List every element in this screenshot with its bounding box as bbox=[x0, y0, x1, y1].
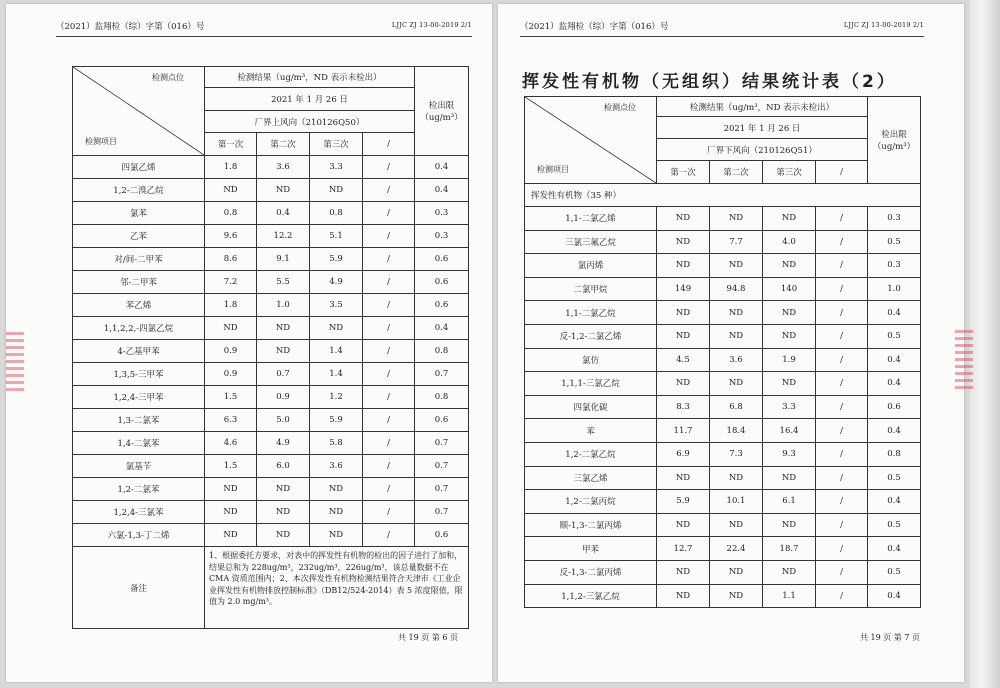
table-row bbox=[525, 537, 921, 561]
value-first: 6.9 bbox=[657, 442, 710, 466]
value-fourth: / bbox=[363, 202, 415, 225]
compound-name: 1,2,4-三氯苯 bbox=[73, 501, 205, 524]
value-first: 5.9 bbox=[657, 490, 710, 514]
value-third: 3.3 bbox=[310, 156, 363, 179]
value-fourth: / bbox=[816, 301, 868, 325]
seal-stamp bbox=[6, 332, 24, 392]
table-row bbox=[525, 277, 921, 301]
detection-limit: 0.4 bbox=[868, 537, 921, 561]
table-row bbox=[525, 348, 921, 372]
table-row bbox=[525, 395, 921, 419]
value-fourth: / bbox=[363, 340, 415, 363]
col-second: 第二次 bbox=[710, 160, 763, 183]
value-first: ND bbox=[205, 501, 257, 524]
value-third: 1.4 bbox=[310, 363, 363, 386]
value-third: ND bbox=[763, 466, 816, 490]
sampling-location: 厂界上风向（210126Q50） bbox=[205, 111, 415, 132]
value-third: 1.1 bbox=[763, 584, 816, 608]
value-third: ND bbox=[310, 524, 363, 547]
value-fourth: / bbox=[816, 277, 868, 301]
results-table-upwind bbox=[72, 66, 469, 629]
value-second: ND bbox=[710, 254, 763, 278]
value-fourth: / bbox=[816, 372, 868, 396]
detection-limit: 0.3 bbox=[868, 254, 921, 278]
value-first: ND bbox=[657, 207, 710, 231]
compound-name: 苯 bbox=[525, 419, 657, 443]
diag-label-item: 检测项目 bbox=[537, 165, 569, 174]
compound-name: 1,2,4-三甲苯 bbox=[73, 386, 205, 409]
detection-limit: 0.4 bbox=[868, 301, 921, 325]
table-row bbox=[73, 478, 469, 501]
value-third: 1.4 bbox=[310, 340, 363, 363]
limit-header: 检出限（ug/m³） bbox=[868, 97, 921, 184]
page-footer: 共 19 页 第 6 页 bbox=[398, 633, 458, 642]
value-first: 11.7 bbox=[657, 419, 710, 443]
value-first: ND bbox=[657, 324, 710, 348]
diag-label-item: 检测项目 bbox=[85, 137, 117, 146]
value-second: 0.4 bbox=[257, 202, 310, 225]
detection-limit: 0.7 bbox=[415, 478, 469, 501]
value-first: 8.6 bbox=[205, 248, 257, 271]
table-row bbox=[73, 179, 469, 202]
value-first: ND bbox=[657, 372, 710, 396]
result-header: 检测结果（ug/m³，ND 表示未检出） bbox=[657, 97, 868, 117]
col-first: 第一次 bbox=[205, 132, 257, 155]
sampling-location: 厂界下风向（210126Q51） bbox=[657, 139, 868, 160]
compound-name: 1,3,5-三甲苯 bbox=[73, 363, 205, 386]
note-text: 1、根据委托方要求，对表中的挥发性有机物的检出的因子进行了加和，结果总和为 228ug/m³，232ug/m³，226ug/m³，该总量数据不在 CMA 资质范围内；2、本次挥发性有机物检测结果符合天津市《工业企业挥发性有机物排放控制标准》（DB12/524-2014）表 5 浓度限值，限值为 2.0 mg/m³。 bbox=[205, 547, 469, 629]
value-second: 0.7 bbox=[257, 363, 310, 386]
value-third: 3.6 bbox=[310, 455, 363, 478]
table-row bbox=[73, 409, 469, 432]
table-row bbox=[525, 324, 921, 348]
value-fourth: / bbox=[816, 348, 868, 372]
compound-name: 氯丙烯 bbox=[525, 254, 657, 278]
value-fourth: / bbox=[363, 478, 415, 501]
compound-name: 1,1,2,2,-四氯乙烷 bbox=[73, 317, 205, 340]
value-third: ND bbox=[763, 513, 816, 537]
value-fourth: / bbox=[363, 501, 415, 524]
compound-name: 1,1,2-三氯乙烷 bbox=[525, 584, 657, 608]
compound-name: 1,3-二氯苯 bbox=[73, 409, 205, 432]
value-second: 0.9 bbox=[257, 386, 310, 409]
value-fourth: / bbox=[363, 317, 415, 340]
detection-limit: 0.5 bbox=[868, 230, 921, 254]
value-third: 4.0 bbox=[763, 230, 816, 254]
value-first: 8.3 bbox=[657, 395, 710, 419]
value-third: ND bbox=[310, 317, 363, 340]
table-row bbox=[525, 372, 921, 396]
compound-name: 1,2-二氯苯 bbox=[73, 478, 205, 501]
detection-limit: 0.8 bbox=[415, 340, 469, 363]
note-label: 备注 bbox=[73, 547, 205, 629]
detection-limit: 0.6 bbox=[415, 248, 469, 271]
value-second: 12.2 bbox=[257, 225, 310, 248]
table-row bbox=[73, 363, 469, 386]
compound-name: 1,4-二氯苯 bbox=[73, 432, 205, 455]
compound-name: 反-1,3-二氯丙烯 bbox=[525, 560, 657, 584]
detection-limit: 0.3 bbox=[868, 207, 921, 231]
value-first: 6.3 bbox=[205, 409, 257, 432]
page-title: 挥发性有机物（无组织）结果统计表（2） bbox=[522, 72, 897, 92]
detection-limit: 0.6 bbox=[415, 524, 469, 547]
value-first: 4.6 bbox=[205, 432, 257, 455]
value-second: ND bbox=[257, 179, 310, 202]
value-first: ND bbox=[657, 513, 710, 537]
value-third: 1.9 bbox=[763, 348, 816, 372]
value-first: 12.7 bbox=[657, 537, 710, 561]
value-fourth: / bbox=[363, 363, 415, 386]
sampling-date: 2021 年 1 月 26 日 bbox=[205, 88, 415, 111]
value-third: 5.9 bbox=[310, 248, 363, 271]
form-code: LJJC ZJ 13-00-2019 2/1 bbox=[391, 21, 472, 29]
compound-name: 氯基苄 bbox=[73, 455, 205, 478]
compound-name: 1,1,1-三氯乙烷 bbox=[525, 372, 657, 396]
compound-name: 4-乙基甲苯 bbox=[73, 340, 205, 363]
detection-limit: 0.7 bbox=[415, 363, 469, 386]
value-first: ND bbox=[657, 254, 710, 278]
value-first: 149 bbox=[657, 277, 710, 301]
value-second: ND bbox=[257, 478, 310, 501]
compound-name: 1,1-二氯乙烯 bbox=[525, 207, 657, 231]
value-third: 1.2 bbox=[310, 386, 363, 409]
value-second: ND bbox=[257, 501, 310, 524]
compound-name: 1,1-二氯乙烷 bbox=[525, 301, 657, 325]
value-third: ND bbox=[310, 478, 363, 501]
value-first: 1.5 bbox=[205, 386, 257, 409]
value-second: 9.1 bbox=[257, 248, 310, 271]
value-first: ND bbox=[205, 317, 257, 340]
sampling-date: 2021 年 1 月 26 日 bbox=[657, 117, 868, 139]
value-second: 10.1 bbox=[710, 490, 763, 514]
value-fourth: / bbox=[816, 560, 868, 584]
table-row bbox=[525, 466, 921, 490]
col-third: 第三次 bbox=[763, 160, 816, 183]
compound-name: 四氯乙烯 bbox=[73, 156, 205, 179]
value-third: ND bbox=[310, 179, 363, 202]
value-first: ND bbox=[657, 230, 710, 254]
table-row bbox=[525, 490, 921, 514]
detection-limit: 0.3 bbox=[415, 202, 469, 225]
value-second: ND bbox=[257, 317, 310, 340]
value-second: 3.6 bbox=[710, 348, 763, 372]
value-third: ND bbox=[763, 301, 816, 325]
table-row bbox=[73, 317, 469, 340]
value-third: 5.9 bbox=[310, 409, 363, 432]
table-row bbox=[73, 271, 469, 294]
value-first: 1.8 bbox=[205, 294, 257, 317]
value-fourth: / bbox=[363, 225, 415, 248]
value-second: ND bbox=[710, 584, 763, 608]
value-third: 6.1 bbox=[763, 490, 816, 514]
value-third: ND bbox=[763, 372, 816, 396]
value-fourth: / bbox=[363, 409, 415, 432]
value-second: ND bbox=[257, 524, 310, 547]
detection-limit: 0.8 bbox=[868, 442, 921, 466]
table-row bbox=[73, 248, 469, 271]
table-row bbox=[525, 254, 921, 278]
result-header: 检测结果（ug/m³，ND 表示未检出） bbox=[205, 67, 415, 88]
value-first: 0.8 bbox=[205, 202, 257, 225]
detection-limit: 0.4 bbox=[868, 419, 921, 443]
value-first: 1.5 bbox=[205, 455, 257, 478]
value-third: 3.3 bbox=[763, 395, 816, 419]
left-page bbox=[6, 4, 492, 682]
table-row bbox=[73, 294, 469, 317]
table-row bbox=[73, 524, 469, 547]
value-first: 4.5 bbox=[657, 348, 710, 372]
compound-name: 1,2-二溴乙烷 bbox=[73, 179, 205, 202]
value-third: 5.1 bbox=[310, 225, 363, 248]
diagonal-header-cell bbox=[73, 67, 205, 156]
value-third: 16.4 bbox=[763, 419, 816, 443]
value-third: ND bbox=[310, 501, 363, 524]
compound-name: 三氯三氟乙烷 bbox=[525, 230, 657, 254]
col-third: 第三次 bbox=[310, 132, 363, 155]
value-fourth: / bbox=[363, 432, 415, 455]
value-second: ND bbox=[710, 301, 763, 325]
detection-limit: 0.8 bbox=[415, 386, 469, 409]
seal-stamp bbox=[955, 330, 973, 390]
detection-limit: 0.4 bbox=[868, 490, 921, 514]
value-first: 9.6 bbox=[205, 225, 257, 248]
value-first: 0.9 bbox=[205, 363, 257, 386]
compound-name: 二氯甲烷 bbox=[525, 277, 657, 301]
detection-limit: 0.6 bbox=[415, 271, 469, 294]
limit-header: 检出限（ug/m³） bbox=[415, 67, 469, 156]
col-fourth: / bbox=[363, 132, 415, 155]
value-second: 5.5 bbox=[257, 271, 310, 294]
table-row bbox=[525, 442, 921, 466]
results-table-downwind bbox=[524, 96, 921, 608]
page-footer: 共 19 页 第 7 页 bbox=[860, 633, 920, 642]
detection-limit: 1.0 bbox=[868, 277, 921, 301]
compound-name: 三氯乙烯 bbox=[525, 466, 657, 490]
value-fourth: / bbox=[363, 271, 415, 294]
value-second: 6.8 bbox=[710, 395, 763, 419]
value-second: ND bbox=[710, 513, 763, 537]
value-third: 5.8 bbox=[310, 432, 363, 455]
value-fourth: / bbox=[363, 156, 415, 179]
value-second: ND bbox=[710, 466, 763, 490]
value-first: 0.9 bbox=[205, 340, 257, 363]
value-fourth: / bbox=[363, 455, 415, 478]
value-first: 1.8 bbox=[205, 156, 257, 179]
value-first: ND bbox=[657, 560, 710, 584]
report-number: （2021）监翔检（综）字第（016）号 bbox=[520, 22, 669, 32]
table-row bbox=[73, 386, 469, 409]
table-row bbox=[525, 419, 921, 443]
value-fourth: / bbox=[816, 442, 868, 466]
col-second: 第二次 bbox=[257, 132, 310, 155]
value-second: 5.0 bbox=[257, 409, 310, 432]
value-third: ND bbox=[763, 324, 816, 348]
table-row bbox=[525, 584, 921, 608]
value-fourth: / bbox=[363, 386, 415, 409]
table-row bbox=[525, 513, 921, 537]
detection-limit: 0.5 bbox=[868, 513, 921, 537]
table-row bbox=[73, 501, 469, 524]
diag-label-point: 检测点位 bbox=[604, 103, 636, 112]
value-second: 3.6 bbox=[257, 156, 310, 179]
compound-name: 氯仿 bbox=[525, 348, 657, 372]
value-third: ND bbox=[763, 254, 816, 278]
value-fourth: / bbox=[816, 537, 868, 561]
value-second: ND bbox=[710, 372, 763, 396]
detection-limit: 0.3 bbox=[415, 225, 469, 248]
compound-name: 氯苯 bbox=[73, 202, 205, 225]
table-row bbox=[525, 301, 921, 325]
col-fourth: / bbox=[816, 160, 868, 183]
compound-name: 反-1,2-二氯乙烯 bbox=[525, 324, 657, 348]
detection-limit: 0.5 bbox=[868, 560, 921, 584]
value-second: 7.7 bbox=[710, 230, 763, 254]
table-row bbox=[73, 225, 469, 248]
right-page bbox=[498, 4, 964, 682]
table-row bbox=[525, 560, 921, 584]
value-third: 3.5 bbox=[310, 294, 363, 317]
report-number: （2021）监翔检（综）字第（016）号 bbox=[56, 22, 205, 32]
detection-limit: 0.4 bbox=[415, 156, 469, 179]
detection-limit: 0.6 bbox=[415, 409, 469, 432]
value-first: ND bbox=[657, 584, 710, 608]
value-fourth: / bbox=[816, 207, 868, 231]
value-second: 94.8 bbox=[710, 277, 763, 301]
detection-limit: 0.4 bbox=[415, 179, 469, 202]
detection-limit: 0.6 bbox=[868, 395, 921, 419]
compound-name: 六氯-1,3-丁二烯 bbox=[73, 524, 205, 547]
col-first: 第一次 bbox=[657, 160, 710, 183]
value-third: 4.9 bbox=[310, 271, 363, 294]
compound-name: 1,2-二氯乙烷 bbox=[525, 442, 657, 466]
table-row bbox=[525, 230, 921, 254]
table-row bbox=[73, 156, 469, 179]
table-row bbox=[73, 202, 469, 225]
value-fourth: / bbox=[816, 230, 868, 254]
value-first: ND bbox=[657, 301, 710, 325]
detection-limit: 0.7 bbox=[415, 432, 469, 455]
value-third: 9.3 bbox=[763, 442, 816, 466]
table-row bbox=[73, 432, 469, 455]
form-code: LJJC ZJ 13-00-2019 2/1 bbox=[843, 21, 924, 29]
compound-name: 乙苯 bbox=[73, 225, 205, 248]
value-third: ND bbox=[763, 207, 816, 231]
value-fourth: / bbox=[816, 254, 868, 278]
value-second: ND bbox=[257, 340, 310, 363]
diagonal-header-cell bbox=[525, 97, 657, 184]
value-fourth: / bbox=[363, 524, 415, 547]
value-first: ND bbox=[205, 524, 257, 547]
compound-name: 甲苯 bbox=[525, 537, 657, 561]
value-first: ND bbox=[205, 179, 257, 202]
value-second: ND bbox=[710, 207, 763, 231]
compound-name: 1,2-二氯丙烷 bbox=[525, 490, 657, 514]
value-first: ND bbox=[657, 466, 710, 490]
value-fourth: / bbox=[363, 179, 415, 202]
detection-limit: 0.7 bbox=[415, 501, 469, 524]
diag-label-point: 检测点位 bbox=[152, 73, 184, 82]
value-second: 4.9 bbox=[257, 432, 310, 455]
table-row bbox=[73, 340, 469, 363]
compound-name: 邻-二甲苯 bbox=[73, 271, 205, 294]
value-fourth: / bbox=[816, 324, 868, 348]
compound-name: 对/间-二甲苯 bbox=[73, 248, 205, 271]
value-third: ND bbox=[763, 560, 816, 584]
book-edge bbox=[970, 0, 1000, 688]
value-fourth: / bbox=[816, 513, 868, 537]
value-third: 18.7 bbox=[763, 537, 816, 561]
page-header bbox=[56, 18, 472, 37]
table-row bbox=[525, 207, 921, 231]
value-second: 6.0 bbox=[257, 455, 310, 478]
value-first: ND bbox=[205, 478, 257, 501]
value-second: 7.3 bbox=[710, 442, 763, 466]
value-third: 140 bbox=[763, 277, 816, 301]
detection-limit: 0.4 bbox=[868, 372, 921, 396]
detection-limit: 0.7 bbox=[415, 455, 469, 478]
detection-limit: 0.4 bbox=[415, 317, 469, 340]
value-fourth: / bbox=[363, 248, 415, 271]
compound-name: 苯乙烯 bbox=[73, 294, 205, 317]
compound-name: 四氯化碳 bbox=[525, 395, 657, 419]
detection-limit: 0.4 bbox=[868, 584, 921, 608]
value-third: 0.8 bbox=[310, 202, 363, 225]
value-fourth: / bbox=[816, 419, 868, 443]
value-second: ND bbox=[710, 560, 763, 584]
table-row bbox=[73, 455, 469, 478]
value-fourth: / bbox=[816, 466, 868, 490]
value-second: 22.4 bbox=[710, 537, 763, 561]
value-fourth: / bbox=[816, 490, 868, 514]
section-label: 挥发性有机物（35 种） bbox=[525, 184, 921, 207]
page-header bbox=[520, 18, 924, 37]
detection-limit: 0.4 bbox=[868, 348, 921, 372]
compound-name: 顺-1,3-二氯丙烯 bbox=[525, 513, 657, 537]
value-first: 7.2 bbox=[205, 271, 257, 294]
value-second: ND bbox=[710, 324, 763, 348]
detection-limit: 0.5 bbox=[868, 466, 921, 490]
value-fourth: / bbox=[816, 395, 868, 419]
detection-limit: 0.5 bbox=[868, 324, 921, 348]
value-second: 1.0 bbox=[257, 294, 310, 317]
value-fourth: / bbox=[363, 294, 415, 317]
detection-limit: 0.6 bbox=[415, 294, 469, 317]
value-fourth: / bbox=[816, 584, 868, 608]
value-second: 18.4 bbox=[710, 419, 763, 443]
